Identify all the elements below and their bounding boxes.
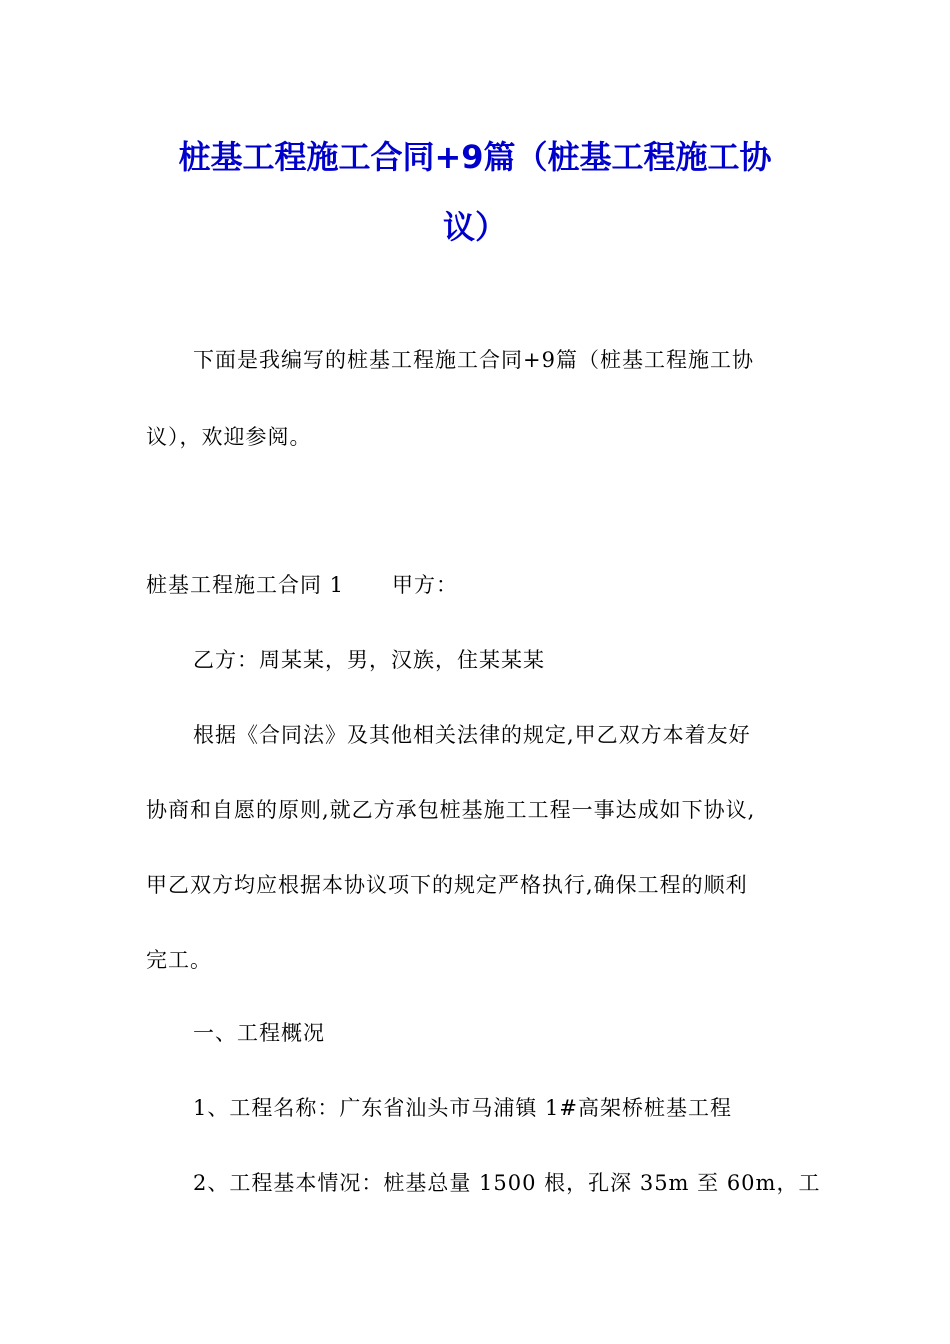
list-item-1: 1、工程名称：广东省汕头市马浦镇 1#高架桥桩基工程 [193,1096,732,1120]
para1-line-2: 协商和自愿的原则,就乙方承包桩基施工工程一事达成如下协议, [146,798,756,822]
party-b-line: 乙方：周某某，男，汉族，住某某某 [193,648,545,672]
para1-line-1: 根据《合同法》及其他相关法律的规定,甲乙双方本着友好 [193,723,751,747]
intro-line-1: 下面是我编写的桩基工程施工合同+9篇（桩基工程施工协 [193,348,754,372]
para1-line-4: 完工。 [146,948,212,972]
para1-line-3: 甲乙双方均应根据本协议项下的规定严格执行,确保工程的顺利 [146,873,748,897]
party-a-label: 甲方： [392,573,459,597]
intro-line-2: 议），欢迎参阅。 [146,425,312,449]
contract-heading-row [146,571,458,599]
list-item-2: 2、工程基本情况：桩基总量 1500 根，孔深 35m 至 60m，工 [193,1171,821,1195]
document-title-line-2: 议） [442,208,507,246]
document-title-line-1: 桩基工程施工合同+9篇（桩基工程施工协 [178,138,772,176]
contract-heading: 桩基工程施工合同 1 [146,573,345,597]
section-heading-1: 一、工程概况 [193,1021,325,1045]
